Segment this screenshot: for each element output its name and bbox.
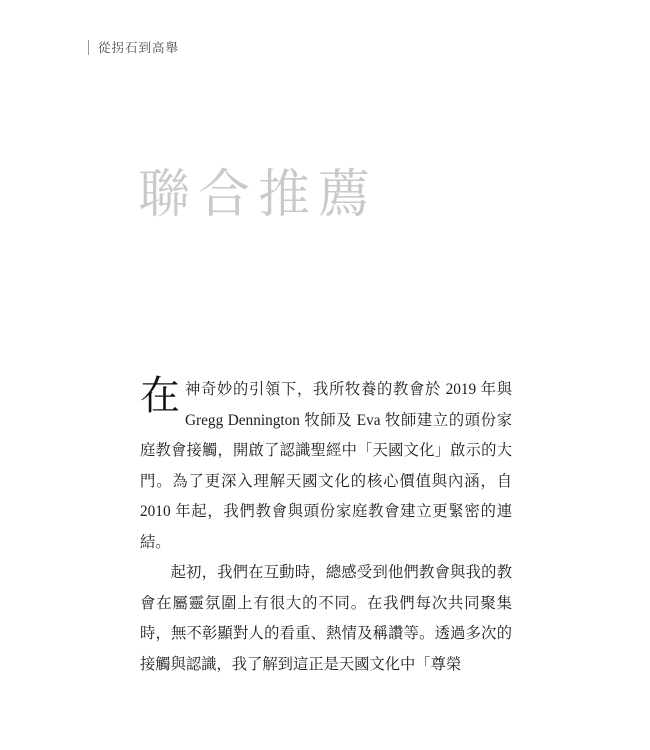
paragraph-2 <box>140 558 512 680</box>
page-title: 聯合推薦 <box>138 167 379 224</box>
running-header-text: 從拐石到高舉 <box>98 41 180 55</box>
paragraph-1 <box>140 375 512 558</box>
running-header <box>88 38 179 56</box>
drop-cap: 在 <box>140 373 180 418</box>
body-text-block <box>140 375 512 680</box>
paragraph-1-text: 神奇妙的引領下，我所牧養的教會於 2019 年與 Gregg Dennington 牧師及 Eva 牧師建立的頭份家庭教會接觸，開啟了認識聖經中「天國文化」啟示的大門。為了更深入理解天國文化的核心價值與內涵，自 2010 年起，我們教會與頭份家庭教會建立更緊密的連結。 <box>140 381 512 551</box>
header-rule-divider <box>88 40 89 55</box>
paragraph-2-text: 起初，我們在互動時，總感受到他們教會與我的教會在屬靈氛圍上有很大的不同。在我們每次共同聚集時，無不彰顯對人的看重、熱情及稱讚等。透過多次的接觸與認識，我了解到這正是天國文化中「尊榮 <box>140 564 512 673</box>
